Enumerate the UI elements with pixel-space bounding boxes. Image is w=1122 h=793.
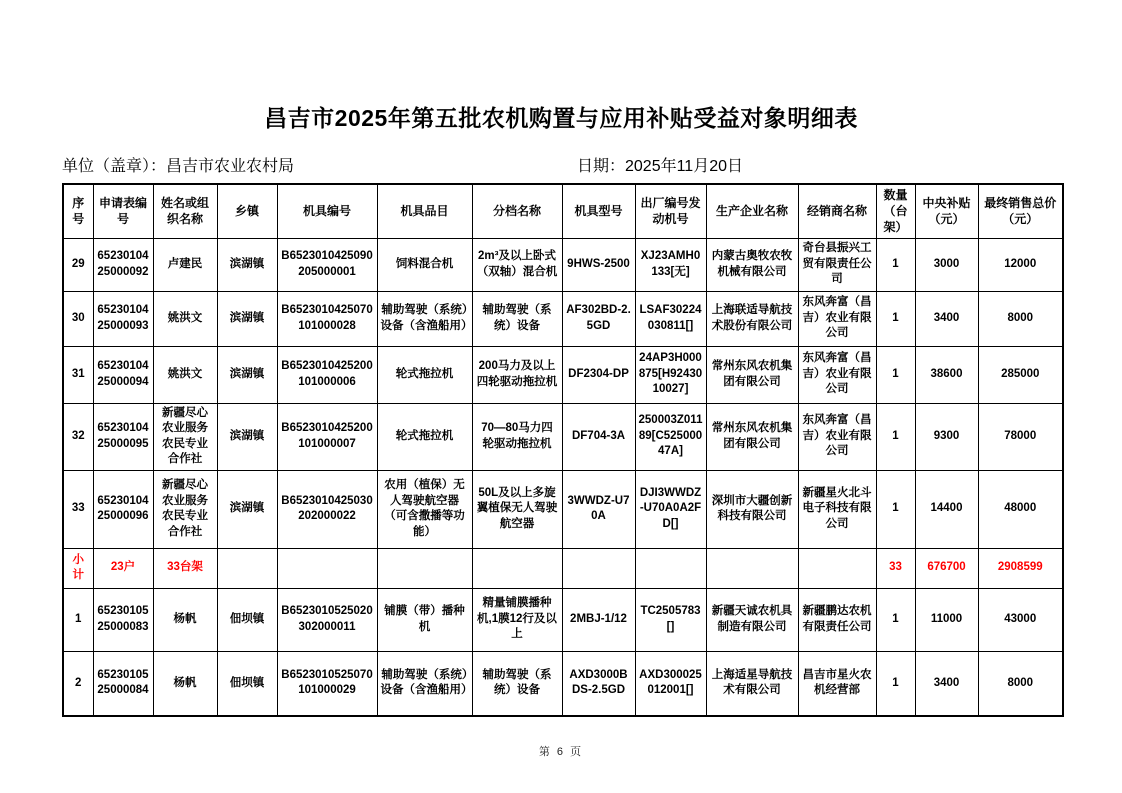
table-cell: AF302BD-2.5GD: [562, 291, 635, 346]
table-row: [63, 291, 1063, 346]
table-cell: 新疆星火北斗电子科技有限公司: [798, 470, 876, 548]
table-cell: 东风奔富（昌吉）农业有限公司: [798, 346, 876, 403]
table-cell: 3000: [915, 238, 978, 291]
table-cell: [217, 548, 277, 588]
table-cell: 48000: [978, 470, 1063, 548]
column-header: 中央补贴（元）: [915, 184, 978, 238]
table-cell: B6523010425200101000007: [277, 403, 377, 470]
column-header: 最终销售总价（元）: [978, 184, 1063, 238]
table-cell: 1: [63, 588, 93, 651]
table-cell: 1: [876, 291, 915, 346]
table-cell: 33台架: [153, 548, 217, 588]
subtotal-row: [63, 548, 1063, 588]
table-cell: [706, 548, 798, 588]
table-cell: 250003Z01189[C52500047A]: [635, 403, 706, 470]
table-cell: 1: [876, 651, 915, 716]
table-cell: 辅助驾驶（系统）设备（含渔船用）: [377, 291, 472, 346]
table-cell: AXD300025012001[]: [635, 651, 706, 716]
table-cell: 9300: [915, 403, 978, 470]
column-header: 序号: [63, 184, 93, 238]
table-cell: 6523010425000095: [93, 403, 153, 470]
table-cell: 姚洪文: [153, 291, 217, 346]
table-cell: 滨湖镇: [217, 346, 277, 403]
table-cell: 33: [63, 470, 93, 548]
table-cell: AXD3000BDS-2.5GD: [562, 651, 635, 716]
table-cell: 50L及以上多旋翼植保无人驾驶航空器: [472, 470, 562, 548]
table-cell: DF704-3A: [562, 403, 635, 470]
table-cell: 6523010425000096: [93, 470, 153, 548]
table-row: [63, 588, 1063, 651]
table-cell: 70—80马力四轮驱动拖拉机: [472, 403, 562, 470]
table-cell: 8000: [978, 291, 1063, 346]
table-cell: B6523010425090205000001: [277, 238, 377, 291]
table-cell: [798, 548, 876, 588]
table-cell: TC2505783[]: [635, 588, 706, 651]
unit-label: 单位（盖章）：昌吉市农业农村局: [62, 158, 295, 175]
table-header-row: [63, 184, 1063, 238]
table-cell: 1: [876, 403, 915, 470]
table-cell: 2m³及以上卧式（双轴）混合机: [472, 238, 562, 291]
table-row: [63, 470, 1063, 548]
table-cell: 佃坝镇: [217, 588, 277, 651]
table-cell: 常州东风农机集团有限公司: [706, 403, 798, 470]
subsidy-table: [62, 183, 1064, 717]
table-cell: 1: [876, 346, 915, 403]
table-cell: B6523010525070101000029: [277, 651, 377, 716]
table-cell: 1: [876, 238, 915, 291]
table-cell: 43000: [978, 588, 1063, 651]
table-cell: 滨湖镇: [217, 238, 277, 291]
table-cell: 小计: [63, 548, 93, 588]
table-cell: 滨湖镇: [217, 403, 277, 470]
table-row: [63, 238, 1063, 291]
table-body: [63, 238, 1063, 716]
table-cell: 辅助驾驶（系统）设备（含渔船用）: [377, 651, 472, 716]
page-title: 昌吉市2025年第五批农机购置与应用补贴受益对象明细表: [264, 105, 858, 131]
table-cell: 东风奔富（昌吉）农业有限公司: [798, 403, 876, 470]
table-cell: 29: [63, 238, 93, 291]
table-cell: 31: [63, 346, 93, 403]
table-cell: 饲料混合机: [377, 238, 472, 291]
table-cell: 辅助驾驶（系统）设备: [472, 651, 562, 716]
table-cell: 676700: [915, 548, 978, 588]
table-cell: 精量铺膜播种机,1膜12行及以上: [472, 588, 562, 651]
table-cell: [472, 548, 562, 588]
table-cell: 6523010525000083: [93, 588, 153, 651]
table-cell: 姚洪文: [153, 346, 217, 403]
table-cell: 38600: [915, 346, 978, 403]
column-header: 姓名或组织名称: [153, 184, 217, 238]
table-cell: 285000: [978, 346, 1063, 403]
table-cell: 轮式拖拉机: [377, 403, 472, 470]
table-cell: 1: [876, 588, 915, 651]
table-cell: [277, 548, 377, 588]
table-cell: 铺膜（带）播种机: [377, 588, 472, 651]
table-cell: 6523010425000094: [93, 346, 153, 403]
meta-row: [62, 153, 1062, 173]
table-cell: LSAF30224030811[]: [635, 291, 706, 346]
table-cell: DF2304-DP: [562, 346, 635, 403]
table-cell: 佃坝镇: [217, 651, 277, 716]
table-cell: 奇台县振兴工贸有限责任公司: [798, 238, 876, 291]
column-header: 机具编号: [277, 184, 377, 238]
table-cell: 1: [876, 470, 915, 548]
table-cell: 33: [876, 548, 915, 588]
table-cell: 滨湖镇: [217, 470, 277, 548]
table-cell: 6523010425000093: [93, 291, 153, 346]
table-cell: 3400: [915, 291, 978, 346]
table-cell: 昌吉市星火农机经营部: [798, 651, 876, 716]
column-header: 申请表编号: [93, 184, 153, 238]
page-number: 第 6 页: [538, 746, 584, 759]
table-cell: 新疆尽心农业服务农民专业合作社: [153, 470, 217, 548]
table-cell: B6523010425200101000006: [277, 346, 377, 403]
table-cell: [635, 548, 706, 588]
column-header: 生产企业名称: [706, 184, 798, 238]
table-cell: [562, 548, 635, 588]
table-cell: 78000: [978, 403, 1063, 470]
table-cell: 滨湖镇: [217, 291, 277, 346]
table-row: [63, 651, 1063, 716]
table-cell: 杨帆: [153, 588, 217, 651]
table-cell: 上海适星导航技术有限公司: [706, 651, 798, 716]
table-cell: 杨帆: [153, 651, 217, 716]
table-cell: 内蒙古奥牧农牧机械有限公司: [706, 238, 798, 291]
table-cell: 32: [63, 403, 93, 470]
table-cell: B6523010425070101000028: [277, 291, 377, 346]
date-label: 日期：2025年11月20日: [577, 158, 744, 175]
column-header: 出厂编号发动机号: [635, 184, 706, 238]
table-cell: 23户: [93, 548, 153, 588]
table-cell: 新疆鹏达农机有限责任公司: [798, 588, 876, 651]
table-cell: 3WWDZ-U70A: [562, 470, 635, 548]
table-cell: DJI3WWDZ-U70A0A2FD[]: [635, 470, 706, 548]
table-cell: 常州东风农机集团有限公司: [706, 346, 798, 403]
table-cell: 3400: [915, 651, 978, 716]
table-cell: 6523010525000084: [93, 651, 153, 716]
column-header: 分档名称: [472, 184, 562, 238]
table-cell: 2: [63, 651, 93, 716]
table-row: [63, 403, 1063, 470]
table-cell: 6523010425000092: [93, 238, 153, 291]
table-cell: 12000: [978, 238, 1063, 291]
table-cell: XJ23AMH0133[无]: [635, 238, 706, 291]
table-cell: [377, 548, 472, 588]
column-header: 机具型号: [562, 184, 635, 238]
table-cell: 14400: [915, 470, 978, 548]
column-header: 机具品目: [377, 184, 472, 238]
table-cell: 新疆尽心农业服务农民专业合作社: [153, 403, 217, 470]
table-cell: 2MBJ-1/12: [562, 588, 635, 651]
column-header: 经销商名称: [798, 184, 876, 238]
table-cell: 轮式拖拉机: [377, 346, 472, 403]
table-cell: 上海联适导航技术股份有限公司: [706, 291, 798, 346]
table-cell: 11000: [915, 588, 978, 651]
table-cell: 2908599: [978, 548, 1063, 588]
table-row: [63, 346, 1063, 403]
table-cell: 24AP3H000875[H9243010027]: [635, 346, 706, 403]
table-cell: 农用（植保）无人驾驶航空器（可含撒播等功能）: [377, 470, 472, 548]
table-cell: 东风奔富（昌吉）农业有限公司: [798, 291, 876, 346]
table-cell: 9HWS-2500: [562, 238, 635, 291]
column-header: 乡镇: [217, 184, 277, 238]
table-cell: 8000: [978, 651, 1063, 716]
table-cell: B6523010425030202000022: [277, 470, 377, 548]
table-cell: B6523010525020302000011: [277, 588, 377, 651]
table-cell: 新疆天诚农机具制造有限公司: [706, 588, 798, 651]
table-cell: 卢建民: [153, 238, 217, 291]
column-header: 数量（台架）: [876, 184, 915, 238]
table-cell: 深圳市大疆创新科技有限公司: [706, 470, 798, 548]
table-cell: 200马力及以上四轮驱动拖拉机: [472, 346, 562, 403]
table-cell: 30: [63, 291, 93, 346]
table-cell: 辅助驾驶（系统）设备: [472, 291, 562, 346]
